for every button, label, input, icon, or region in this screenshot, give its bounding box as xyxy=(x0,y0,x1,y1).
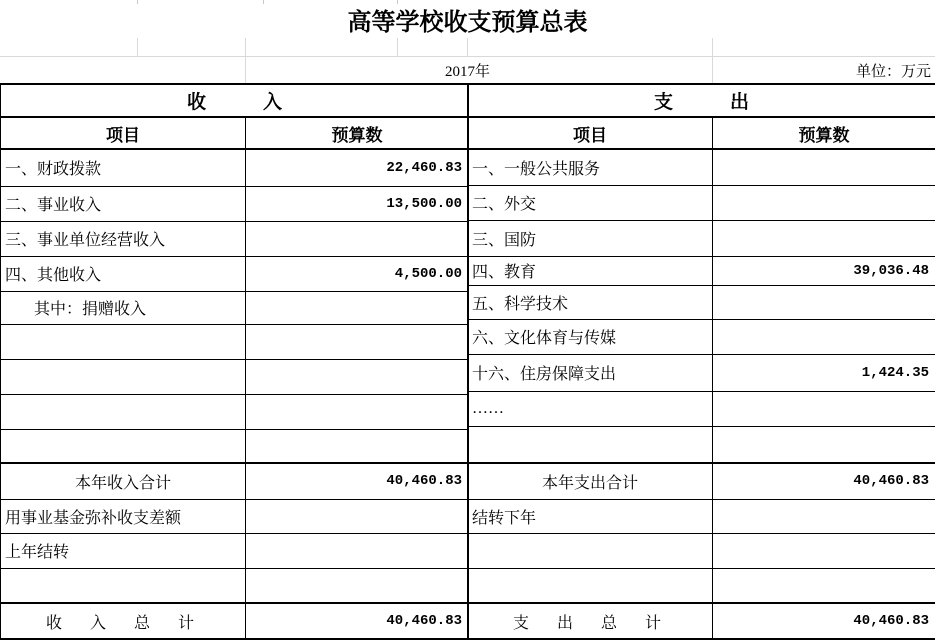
expense-row xyxy=(468,568,935,603)
meta-row xyxy=(0,57,935,83)
expense-row xyxy=(468,256,935,285)
income-budget-cell[interactable] xyxy=(246,568,469,603)
expense-item-cell[interactable]: 四、教育 xyxy=(468,256,713,285)
income-item-cell[interactable]: 四、其他收入 xyxy=(1,256,246,291)
income-budget-cell[interactable]: 40,460.83 xyxy=(246,603,469,639)
expense-row xyxy=(468,603,935,639)
expense-row xyxy=(468,426,935,463)
income-budget-cell[interactable]: 13,500.00 xyxy=(246,186,469,221)
title-row xyxy=(0,0,935,38)
income-row xyxy=(1,149,469,186)
income-row xyxy=(1,221,469,256)
expense-budget-cell[interactable] xyxy=(713,149,935,185)
income-row xyxy=(1,603,469,639)
income-budget-cell[interactable] xyxy=(246,429,469,463)
income-row xyxy=(1,394,469,429)
income-row xyxy=(1,429,469,463)
income-item-cell[interactable]: 收 入 总 计 xyxy=(1,603,246,639)
income-row xyxy=(1,499,469,533)
expense-row xyxy=(468,499,935,533)
income-item-column-header[interactable]: 项目 xyxy=(1,117,246,149)
income-section-header[interactable]: 收 入 xyxy=(1,84,469,117)
unit-cell[interactable]: 单位：万元 xyxy=(855,64,931,80)
expense-budget-cell[interactable] xyxy=(713,391,935,426)
expense-item-cell[interactable]: 结转下年 xyxy=(468,499,713,533)
income-budget-cell[interactable] xyxy=(246,359,469,394)
income-row xyxy=(1,186,469,221)
income-budget-cell[interactable] xyxy=(246,324,469,359)
budget-table-area xyxy=(0,83,935,642)
income-item-cell[interactable]: 其中：捐赠收入 xyxy=(1,291,246,324)
income-budget-cell[interactable]: 4,500.00 xyxy=(246,256,469,291)
income-item-cell[interactable] xyxy=(1,394,246,429)
expense-item-cell[interactable] xyxy=(468,568,713,603)
expense-item-cell[interactable]: 一、一般公共服务 xyxy=(468,149,713,185)
gridline xyxy=(712,38,713,56)
expense-row xyxy=(468,220,935,256)
gridline xyxy=(397,38,398,56)
gridline xyxy=(467,38,468,56)
income-row xyxy=(1,568,469,603)
page-title: 高等学校收支预算总表 xyxy=(347,9,588,36)
expense-item-cell[interactable] xyxy=(468,426,713,463)
income-item-cell[interactable]: 本年收入合计 xyxy=(1,463,246,499)
gridline-tick xyxy=(397,0,398,4)
expense-budget-cell[interactable] xyxy=(713,533,935,568)
income-item-cell[interactable] xyxy=(1,568,246,603)
income-budget-cell[interactable]: 40,460.83 xyxy=(246,463,469,499)
gridline-tick xyxy=(137,0,138,4)
spacer-row xyxy=(0,38,935,57)
expense-section-header-row xyxy=(468,84,935,117)
expense-section-header[interactable]: 支 出 xyxy=(468,84,935,117)
expense-column-header-row xyxy=(468,117,935,149)
income-budget-cell[interactable] xyxy=(246,221,469,256)
income-budget-cell[interactable]: 22,460.83 xyxy=(246,149,469,186)
income-item-cell[interactable]: 二、事业收入 xyxy=(1,186,246,221)
income-section-header-row xyxy=(1,84,469,117)
income-budget-cell[interactable] xyxy=(246,394,469,429)
expense-item-cell[interactable]: 二、外交 xyxy=(468,185,713,220)
expense-item-cell[interactable] xyxy=(468,533,713,568)
income-row xyxy=(1,291,469,324)
expense-row xyxy=(468,285,935,319)
income-item-cell[interactable]: 一、财政拨款 xyxy=(1,149,246,186)
income-row xyxy=(1,324,469,359)
expense-row xyxy=(468,319,935,354)
expense-item-cell[interactable]: 五、科学技术 xyxy=(468,285,713,319)
expense-budget-cell[interactable] xyxy=(713,499,935,533)
expense-budget-cell[interactable] xyxy=(713,319,935,354)
expense-budget-cell[interactable] xyxy=(713,426,935,463)
income-budget-cell[interactable] xyxy=(246,533,469,568)
income-item-cell[interactable] xyxy=(1,359,246,394)
gridline xyxy=(245,38,246,56)
expense-budget-cell[interactable] xyxy=(713,185,935,220)
income-table xyxy=(0,83,469,640)
expense-budget-column-header[interactable]: 预算数 xyxy=(713,117,935,149)
expense-budget-cell[interactable]: 1,424.35 xyxy=(713,354,935,391)
expense-budget-cell[interactable] xyxy=(713,568,935,603)
expense-budget-cell[interactable] xyxy=(713,285,935,319)
expense-row xyxy=(468,391,935,426)
expense-row xyxy=(468,185,935,220)
expense-item-cell[interactable]: 十六、住房保障支出 xyxy=(468,354,713,391)
income-row xyxy=(1,359,469,394)
income-item-cell[interactable] xyxy=(1,324,246,359)
income-row xyxy=(1,533,469,568)
gridline-tick xyxy=(263,0,264,4)
income-budget-cell[interactable] xyxy=(246,499,469,533)
expense-budget-cell[interactable]: 39,036.48 xyxy=(713,256,935,285)
income-item-cell[interactable]: 用事业基金弥补收支差额 xyxy=(1,499,246,533)
expense-budget-cell[interactable] xyxy=(713,220,935,256)
expense-item-cell[interactable]: 三、国防 xyxy=(468,220,713,256)
income-item-cell[interactable] xyxy=(1,429,246,463)
income-row xyxy=(1,463,469,499)
expense-item-cell[interactable]: …… xyxy=(468,391,713,426)
expense-table xyxy=(467,83,935,640)
expense-row xyxy=(468,463,935,499)
income-row xyxy=(1,256,469,291)
income-budget-column-header[interactable]: 预算数 xyxy=(246,117,469,149)
expense-row xyxy=(468,354,935,391)
expense-item-cell[interactable]: 六、文化体育与传媒 xyxy=(468,319,713,354)
income-item-cell[interactable]: 上年结转 xyxy=(1,533,246,568)
expense-item-column-header[interactable]: 项目 xyxy=(468,117,713,149)
expense-row xyxy=(468,533,935,568)
year-cell[interactable]: 2017年 xyxy=(444,64,490,80)
expense-item-cell[interactable]: 支 出 总 计 xyxy=(468,603,713,639)
income-item-cell[interactable]: 三、事业单位经营收入 xyxy=(1,221,246,256)
income-column-header-row xyxy=(1,117,469,149)
expense-item-cell[interactable]: 本年支出合计 xyxy=(468,463,713,499)
expense-budget-cell[interactable]: 40,460.83 xyxy=(713,603,935,639)
expense-budget-cell[interactable]: 40,460.83 xyxy=(713,463,935,499)
expense-row xyxy=(468,149,935,185)
gridline xyxy=(137,38,138,56)
income-budget-cell[interactable] xyxy=(246,291,469,324)
